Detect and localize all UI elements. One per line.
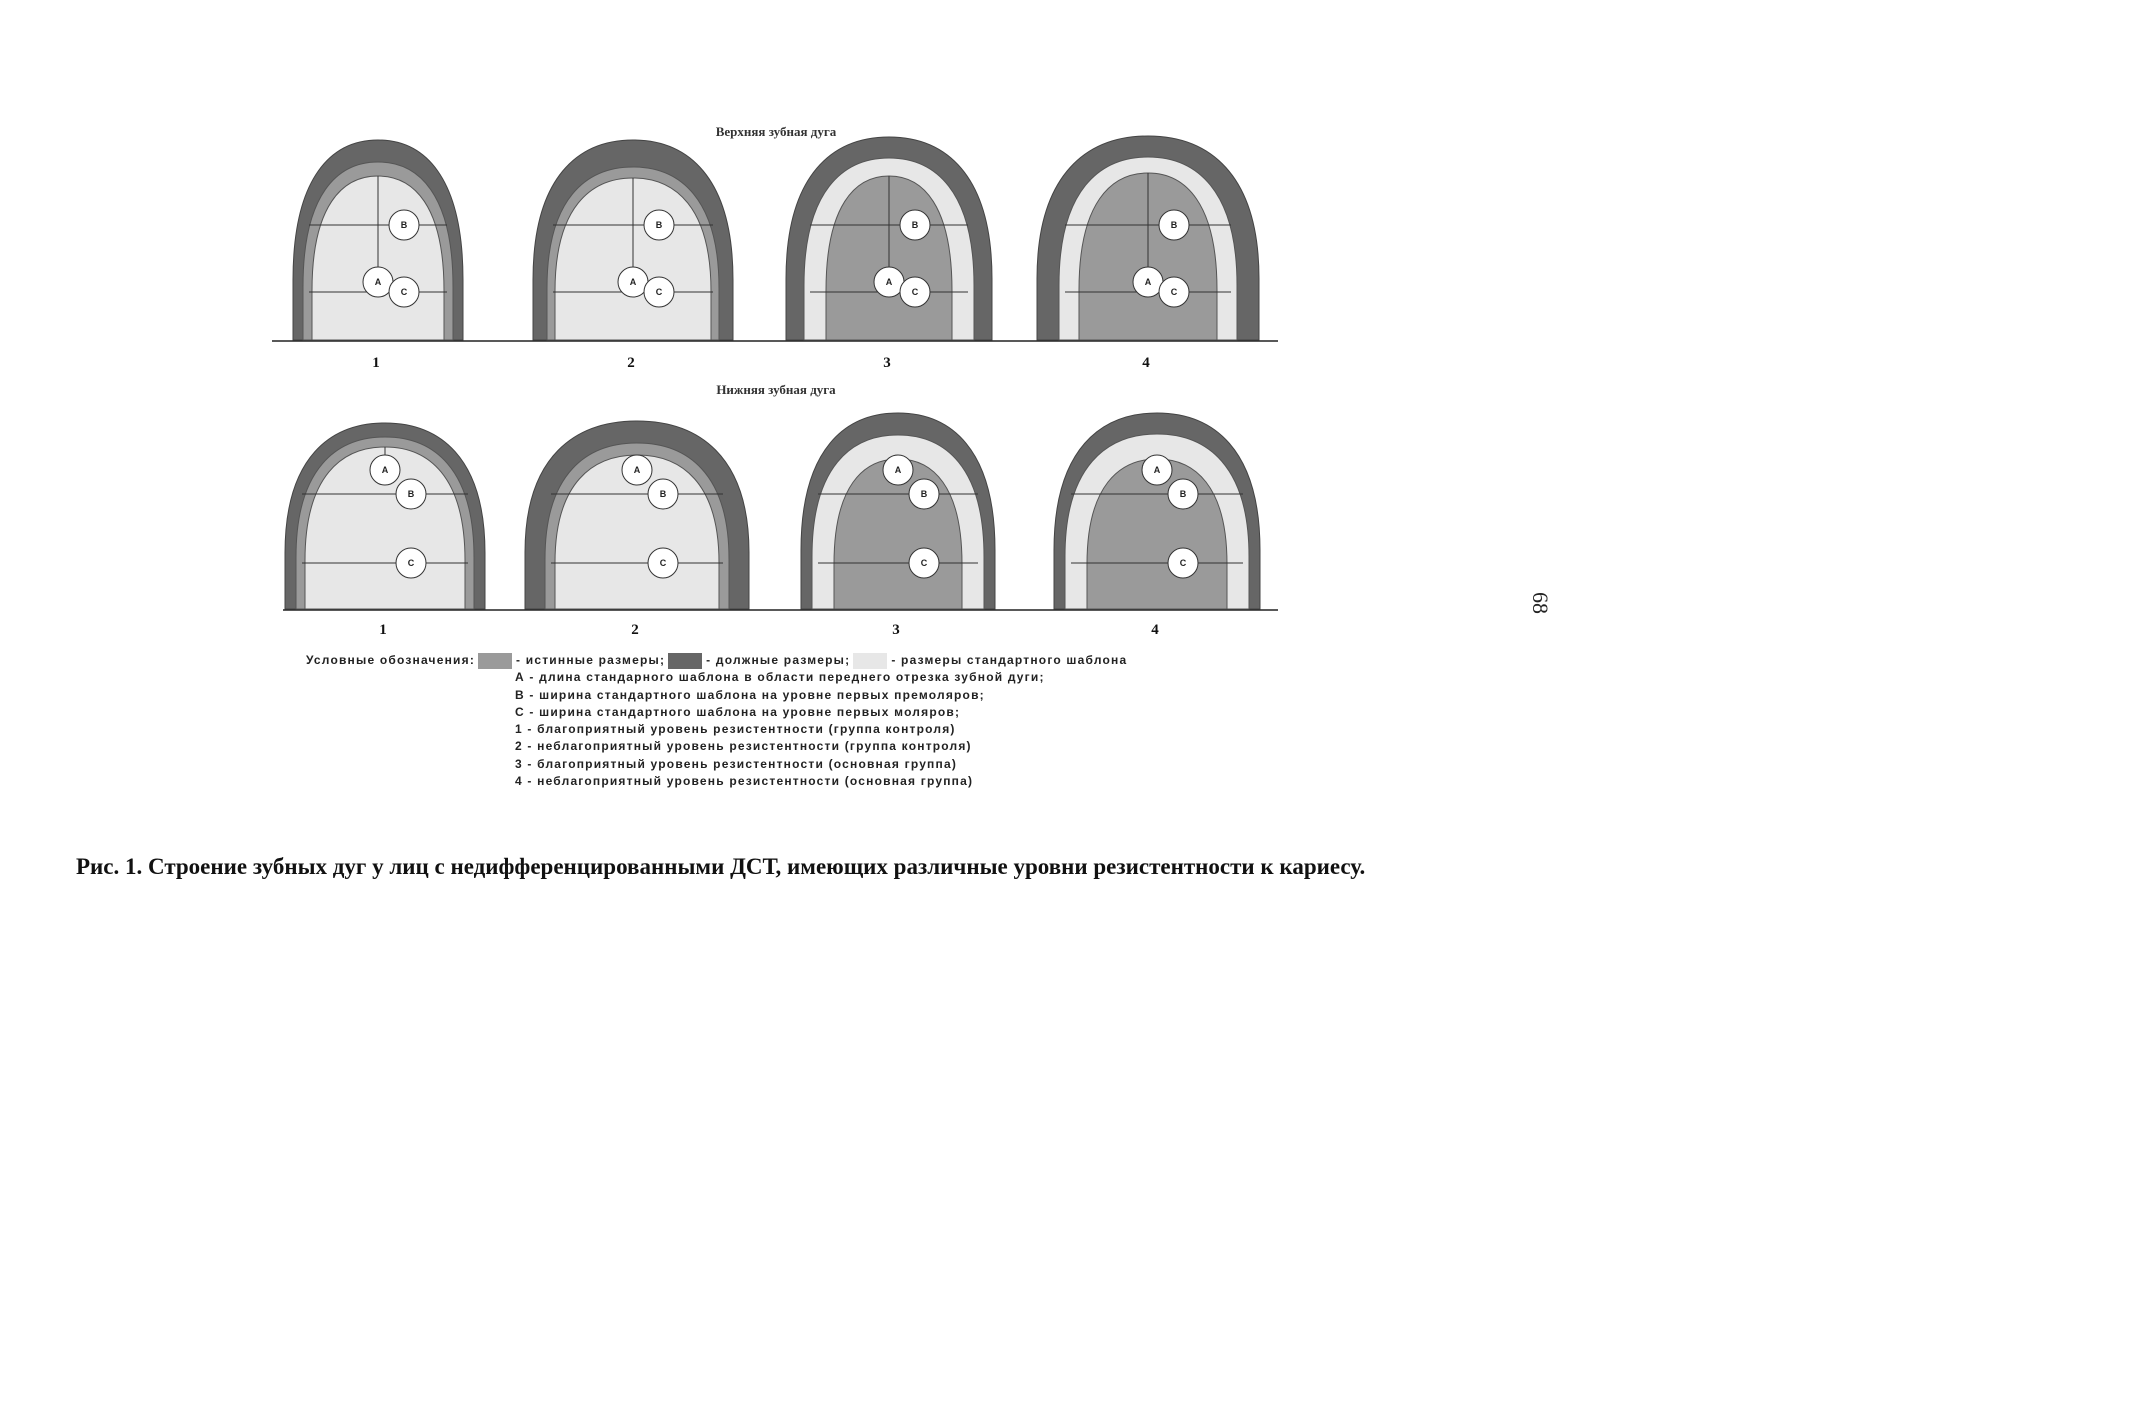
upper-arch-3-number: 3	[883, 355, 891, 371]
upper-arch-2-label-b: B	[655, 220, 663, 230]
upper-arch-2-number: 2	[627, 355, 635, 371]
lower-arch-4-number: 4	[1151, 622, 1159, 638]
upper-arch-2-label-a: A	[629, 277, 637, 287]
lower-arch-3-label-a: A	[894, 465, 902, 475]
lower-arch-2	[525, 421, 749, 638]
legend-due-size: - должные размеры;	[706, 653, 851, 667]
lower-arches	[285, 413, 1260, 638]
lower-arch-4-label-a: A	[1153, 465, 1161, 475]
legend-line-1: 1 - благоприятный уровень резистентности (группа контроля)	[515, 722, 956, 737]
upper-arch-1-label-b: B	[400, 220, 408, 230]
lower-arch-3-label-b: B	[920, 489, 928, 499]
lower-arch-4-label-c: C	[1179, 558, 1187, 568]
legend-key-row	[306, 652, 1306, 669]
due-size-swatch	[668, 653, 702, 669]
upper-arch-1	[293, 140, 463, 371]
legend-line-3: 3 - благоприятный уровень резистентности (основная группа)	[515, 756, 958, 771]
legend-line-a: А - длина стандарного шаблона в области переднего отрезка зубной дуги;	[515, 670, 1045, 685]
upper-arch-4-label-c: C	[1170, 287, 1178, 297]
upper-arch-4-label-a: A	[1144, 277, 1152, 287]
legend-true-size: - истинные размеры;	[516, 653, 666, 667]
legend-heading: Условные обозначения:	[306, 653, 476, 667]
upper-arch-3-label-a: A	[885, 277, 893, 287]
lower-arch-1	[285, 423, 485, 638]
lower-arch-1-number: 1	[379, 622, 387, 638]
upper-arch-3	[786, 137, 992, 371]
lower-arch-3	[801, 413, 995, 638]
lower-arch-2-label-c: C	[659, 558, 667, 568]
legend-line-2: 2 - неблагоприятный уровень резистентности (группа контроля)	[515, 739, 972, 754]
lower-arch-1-label-a: A	[381, 465, 389, 475]
upper-arch-3-label-b: B	[911, 220, 919, 230]
legend-line-b: В - ширина стандартного шаблона на уровне первых премоляров;	[515, 687, 985, 702]
lower-arch-3-label-c: C	[920, 558, 928, 568]
upper-arch-1-number: 1	[372, 355, 380, 371]
legend	[306, 652, 1306, 790]
lower-arch-2-label-b: B	[659, 489, 667, 499]
upper-arch-1-label-a: A	[374, 277, 382, 287]
page-number: 68	[1528, 592, 1553, 614]
upper-arch-4-number: 4	[1142, 355, 1150, 371]
upper-arch-2-label-c: C	[655, 287, 663, 297]
legend-standard-template: - размеры стандартного шаблона	[891, 653, 1128, 667]
lower-arch-3-number: 3	[892, 622, 900, 638]
true-size-swatch	[478, 653, 512, 669]
upper-arch-2	[533, 140, 733, 371]
upper-arch-4	[1037, 136, 1259, 371]
lower-arch-4-label-b: B	[1179, 489, 1187, 499]
lower-arch-title: Нижняя зубная дуга	[716, 382, 836, 397]
lower-arch-1-label-b: B	[407, 489, 415, 499]
standard-template-swatch	[853, 653, 887, 669]
figure-caption: Рис. 1. Строение зубных дуг у лиц с недифференцированными ДСТ, имеющих различные уровни резистентности к кариесу.	[76, 854, 1366, 879]
upper-arch-title: Верхняя зубная дуга	[715, 124, 837, 139]
upper-arch-4-label-b: B	[1170, 220, 1178, 230]
lower-arch-1-label-c: C	[407, 558, 415, 568]
legend-line-4: 4 - неблагоприятный уровень резистентности (основная группа)	[515, 774, 974, 789]
lower-arch-2-label-a: A	[633, 465, 641, 475]
upper-arch-1-label-c: C	[400, 287, 408, 297]
lower-arch-4	[1054, 413, 1260, 638]
lower-arch-2-number: 2	[631, 622, 639, 638]
legend-line-c: С - ширина стандартного шаблона на уровне первых моляров;	[515, 704, 961, 719]
upper-arches	[293, 136, 1259, 371]
upper-arch-3-label-c: C	[911, 287, 919, 297]
